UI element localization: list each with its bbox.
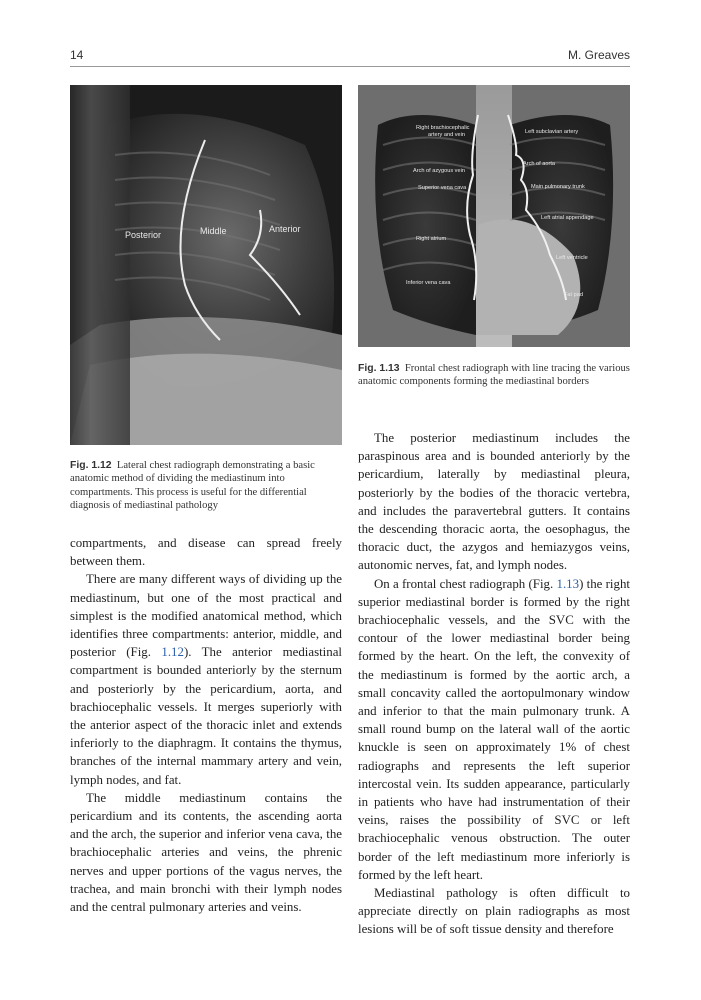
- caption-label: Fig. 1.13: [358, 363, 400, 374]
- caption-text: Frontal chest radiograph with line tracing the various anatomic components forming the mediastinal borders: [358, 363, 630, 388]
- rba-label-line2: artery and vein: [428, 132, 466, 138]
- caption-text: Lateral chest radiograph demonstrating a basic anatomic method of dividing the mediastinum into compartments. This process is useful for the differential diagnosis of mediastinal pathology: [70, 460, 315, 512]
- arch-aorta-label: Arch of aorta: [523, 161, 556, 167]
- left-text-column: [70, 534, 342, 916]
- paragraph-text: ). The anterior mediastinal compartment is bounded anteriorly by the sternum and posteriorly by the pericardium, aorta, and brachiocephalic vessels. It merges superiorly with the anterior aspect of the thoracic inlet and extends inferiorly to the diaphragm. It contains the thymus, branches of the internal mammary artery and vein, lymph nodes, and fat.: [70, 645, 343, 787]
- left-ventricle-label: Left ventricle: [556, 255, 588, 261]
- paragraph-text: There are many different ways of dividing up the mediastinum, but one of the most practical and simplest is the modified anatomical method, which identifies three compartments: anterior, middle, and posterior (Fig.: [70, 572, 342, 660]
- figure-1-12-caption: [70, 459, 342, 513]
- right-text-column: [358, 429, 630, 939]
- paragraph: [358, 575, 630, 884]
- ivc-label: Inferior vena cava: [406, 280, 451, 286]
- paragraph: compartments, and disease can spread freely between them.: [70, 536, 342, 569]
- figure-reference-link[interactable]: 1.12: [161, 645, 184, 660]
- lateral-chest-radiograph: [70, 85, 342, 445]
- right-atrium-label: Right atrium: [416, 236, 447, 242]
- svc-label: Superior vena cava: [418, 185, 467, 191]
- posterior-label: Posterior: [125, 230, 162, 240]
- page-number: 14: [70, 48, 84, 62]
- paragraph: Mediastinal pathology is often difficult to appreciate directly on plain radiographs as most lesions will be of soft tissue density and therefore: [358, 886, 630, 937]
- main-pulmonary-label: Main pulmonary trunk: [531, 184, 585, 190]
- middle-label: Middle: [200, 226, 227, 236]
- rba-label-line1: Right brachiocephalic: [416, 125, 470, 131]
- left-atrial-label: Left atrial appendage: [541, 215, 594, 221]
- paragraph: The posterior mediastinum includes the paraspinous area and is bounded anteriorly by the pericardium, laterally by mediastinal pleura, posteriorly by the bodies of the thoracic vertebra, and includes the paravertebral gutters. It contains the descending thoracic aorta, the oesophagus, the thoracic duct, the azygos and hemiazygos veins, autonomic nerves, fat, and lymph nodes.: [358, 431, 630, 573]
- running-header: [70, 44, 630, 67]
- paragraph-text: ) the right superior mediastinal border is formed by the right brachiocephalic vessels, and the SVC with the contour of the lower mediastinal border being formed by the heart. On the left, the convexity of the mediastinum is formed by the aortic arch, a small concavity called the aortopulmonary window and inferior to that the main pulmonary trunk. A small round bump on the lateral wall of the aortic knuckle is seen on approximately 1% of chest radiographs and represents the left superior intercostal vein. Its sudden appearance, particularly in patients who have had instrumentation of their veins, raises the possibility of SVC or left brachiocephalic venous obstruction. The outer border of the left mediastinum more inferiorly is formed by the left heart.: [358, 576, 630, 882]
- left-subclavian-label: Left subclavian artery: [525, 129, 579, 135]
- paragraph-text: On a frontal chest radiograph (Fig.: [374, 576, 557, 591]
- caption-label: Fig. 1.12: [70, 460, 112, 471]
- running-author: M. Greaves: [567, 48, 630, 62]
- azygos-label: Arch of azygous vein: [413, 168, 465, 174]
- anterior-label: Anterior: [269, 224, 301, 234]
- frontal-chest-radiograph: [358, 85, 630, 347]
- figure-reference-link[interactable]: 1.13: [556, 576, 580, 591]
- paragraph: [70, 570, 342, 788]
- paragraph: The middle mediastinum contains the pericardium and its contents, the ascending aorta and the arch, the superior and inferior vena cava, the brachiocephalic arteries and veins, the phrenic nerves and upper portions of the vagus nerves, the trachea, and main bronchi with their lymph nodes and the central pulmonary arteries and veins.: [70, 790, 342, 915]
- figure-1-13-caption: [358, 362, 630, 389]
- fat-pad-label: Fat pad: [564, 292, 583, 298]
